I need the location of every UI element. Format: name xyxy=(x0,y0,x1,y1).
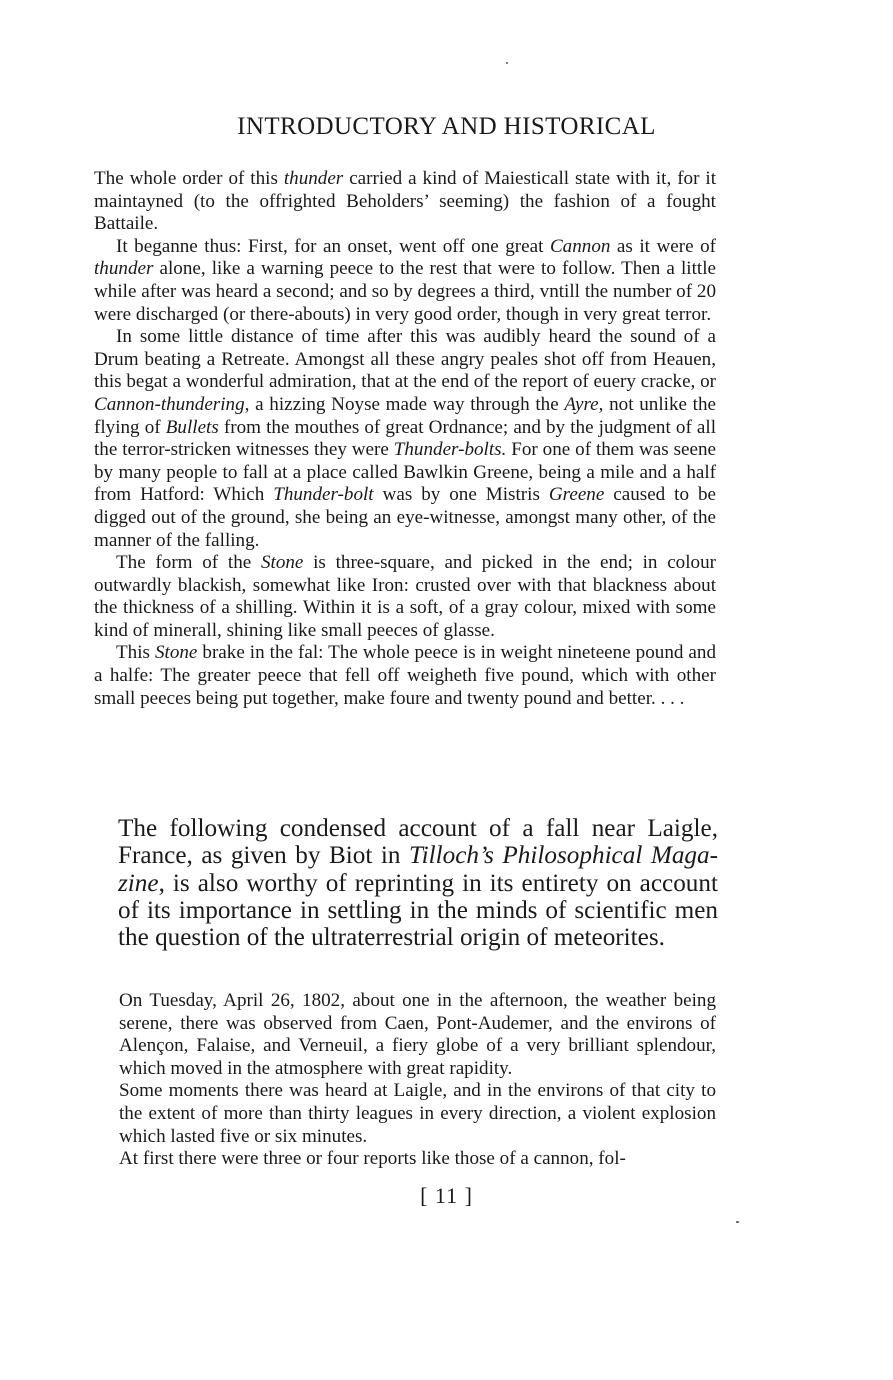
text-run: In some little distance of time after this was audibly heard the sound of a Drum beating a Retreate. Amongst all these angry peales shot off from Heauen, this begat a wonderful admiration, that at the end of the report of euery cracke, or xyxy=(94,326,716,393)
running-head: INTRODUCTORY AND HISTORICAL xyxy=(237,113,656,140)
text-run: Some moments there was heard at Laigle, and in the environs of that city to the extent of more than thirty leagues in every direction, a violent explosion which lasted five or six minutes. xyxy=(119,1080,716,1147)
text-run: It beganne thus: First, for an onset, went off one great xyxy=(116,235,550,257)
text-run: caused to be digged out of the ground, she being an eye-witnesse, amongst many other, of the manner of the falling. xyxy=(94,484,716,551)
italic-text: Thunder-bolts. xyxy=(393,439,507,461)
extract-1-paragraph xyxy=(94,326,716,552)
italic-text: Thunder-bolt xyxy=(273,484,374,506)
extract-1-paragraph xyxy=(94,168,716,236)
quoted-extract-2 xyxy=(119,990,716,1171)
text-run: The form of the xyxy=(116,552,261,574)
extract-1-paragraph xyxy=(94,236,716,326)
text-run: , is also worthy of reprinting in its entirety on account of its importance in settling in the minds of scientific men the question of the ultraterrestrial origin of meteorites. xyxy=(118,869,718,952)
dust-speck xyxy=(736,1221,739,1223)
text-run: The whole order of this xyxy=(94,168,284,189)
text-run: is three-square, and picked in the end; in colour outwardly blackish, somewhat like Iron: crusted over with that blackness about the thickness of a shilling. Within it is a soft, of a gray colour, mixed with some kind of minerall, shining like small peeces of glasse. xyxy=(94,552,716,641)
extract-2-paragraph xyxy=(119,1080,716,1148)
dust-speck xyxy=(506,62,508,64)
extract-1-paragraph xyxy=(94,642,716,710)
text-run: from the mouthes of great Ordnance; and by the judgment of all the terror-stricken witnesses they were xyxy=(94,416,717,461)
italic-text: Cannon xyxy=(549,235,611,257)
text-run: alone, like a warning peece to the rest that were to follow. Then a little while after was heard a second; and so by degrees a third, vntill the number of 20 were discharged (or there-abouts) in very good order, though in very great terror. xyxy=(94,258,716,325)
text-run: The following condensed account of a fall near Laigle, France, as given by Biot in xyxy=(118,815,718,870)
text-run: At first there were three or four reports like those of a cannon, fol- xyxy=(119,1148,626,1170)
italic-text: thunder xyxy=(283,168,344,189)
italic-text: Greene xyxy=(548,484,605,506)
text-run: as it were of xyxy=(610,235,716,257)
italic-text: Ayre xyxy=(564,393,599,415)
text-run: brake in the fal: The whole peece is in weight nineteene pound and a halfe: The greater peece that fell off weigheth five pound, which with other small peeces being put together, make foure and twenty pound and better. . . . xyxy=(94,642,716,709)
text-run: This xyxy=(116,642,155,664)
quoted-extract-1 xyxy=(94,168,716,710)
body-paragraph xyxy=(118,815,718,951)
text-run: On Tuesday, April 26, 1802, about one in the afternoon, the weather being serene, there was observed from Caen, Pont-Audemer, and the environs of Alençon, Falaise, and Verneuil, a fiery globe of a very brilliant splendour, which moved in the atmosphere with great rapidity. xyxy=(119,990,716,1079)
text-run: carried a kind of Maiesticall state with it, for it maintayned (to the offrighted Beholders’ seeming) the fashion of a fought Battaile. xyxy=(94,168,717,235)
text-run: For one of them was seene by many people to fall at a place called Bawlkin Greene, being a mile and a half from Hatford: Which xyxy=(94,439,716,506)
extract-1-paragraph xyxy=(94,552,716,642)
text-run: , not unlike the flying of xyxy=(94,393,716,438)
page-number: [ 11 ] xyxy=(420,1183,473,1208)
italic-text: Cannon-thundering xyxy=(94,393,245,415)
italic-text: Tilloch’s Philosophical Maga-zine xyxy=(118,842,718,897)
text-run: was by one Mistris xyxy=(373,484,549,506)
extract-2-paragraph xyxy=(119,990,716,1080)
italic-text: thunder xyxy=(94,258,154,280)
extract-2-paragraph xyxy=(119,1148,716,1171)
italic-text: Stone xyxy=(154,642,198,664)
text-run: , a hizzing Noyse made way through the xyxy=(244,393,565,415)
italic-text: Stone xyxy=(260,552,304,574)
italic-text: Bullets xyxy=(165,416,219,438)
